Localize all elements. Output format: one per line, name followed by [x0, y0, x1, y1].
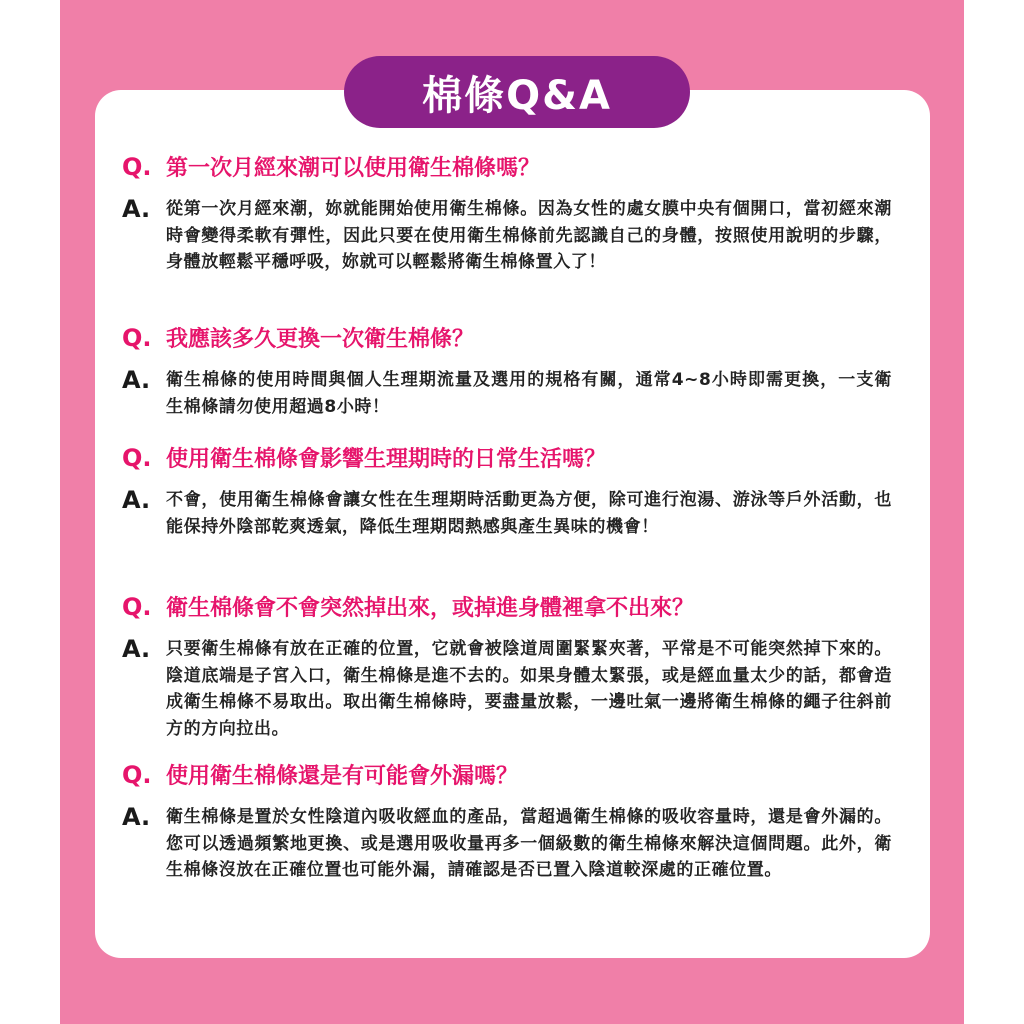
answer-2	[122, 367, 892, 420]
question-mark: Q.	[122, 444, 152, 472]
answer-text: 衛生棉條是置於女性陰道內吸收經血的產品，當超過衛生棉條的吸收容量時，還是會外漏的。您可以透過頻繁地更換、或是選用吸收量再多一個級數的衛生棉條來解決這個問題。此外，衛生棉條沒放在正確位置也可能外漏，請確認是否已置入陰道較深處的正確位置。	[166, 807, 892, 880]
page-title-text: 棉條Q&A	[422, 72, 612, 119]
qa-item-4	[122, 592, 892, 742]
answer-text: 不會，使用衛生棉條會讓女性在生理期時活動更為方便，除可進行泡湯、游泳等戶外活動，也能保持外陰部乾爽透氣，降低生理期悶熱感與產生異味的機會！	[166, 490, 892, 537]
question-3	[122, 443, 892, 475]
qa-item-2	[122, 323, 892, 420]
question-1	[122, 152, 892, 184]
question-text: 衛生棉條會不會突然掉出來，或掉進身體裡拿不出來？	[166, 596, 695, 621]
answer-4	[122, 636, 892, 742]
question-mark: Q.	[122, 324, 152, 352]
answer-5	[122, 804, 892, 884]
answer-mark: A.	[122, 195, 151, 223]
answer-mark: A.	[122, 486, 151, 514]
question-2	[122, 323, 892, 355]
answer-mark: A.	[122, 803, 151, 831]
answer-text: 衛生棉條的使用時間與個人生理期流量及選用的規格有關，通常4~8小時即需更換，一支衛生棉條請勿使用超過8小時！	[166, 370, 892, 417]
question-mark: Q.	[122, 761, 152, 789]
answer-text: 只要衛生棉條有放在正確的位置，它就會被陰道周圍緊緊夾著，平常是不可能突然掉下來的。陰道底端是子宮入口，衛生棉條是進不去的。如果身體太緊張，或是經血量太少的話，都會造成衛生棉條不易取出。取出衛生棉條時，要盡量放鬆，一邊吐氣一邊將衛生棉條的繩子往斜前方的方向拉出。	[166, 639, 892, 739]
page-title	[344, 56, 690, 128]
question-text: 我應該多久更換一次衛生棉條？	[166, 327, 475, 352]
question-4	[122, 592, 892, 624]
qa-item-3	[122, 443, 892, 540]
answer-text: 從第一次月經來潮，妳就能開始使用衛生棉條。因為女性的處女膜中央有個開口，當初經來潮時會變得柔軟有彈性，因此只要在使用衛生棉條前先認識自己的身體，按照使用說明的步驟，身體放輕鬆平穩呼吸，妳就可以輕鬆將衛生棉條置入了！	[166, 199, 892, 272]
qa-item-1	[122, 152, 892, 276]
question-text: 使用衛生棉條還是有可能會外漏嗎？	[166, 764, 519, 789]
answer-mark: A.	[122, 366, 151, 394]
question-mark: Q.	[122, 593, 152, 621]
question-mark: Q.	[122, 153, 152, 181]
answer-1	[122, 196, 892, 276]
qa-item-5	[122, 760, 892, 884]
question-5	[122, 760, 892, 792]
question-text: 使用衛生棉條會影響生理期時的日常生活嗎？	[166, 447, 607, 472]
question-text: 第一次月經來潮可以使用衛生棉條嗎？	[166, 156, 541, 181]
answer-3	[122, 487, 892, 540]
answer-mark: A.	[122, 635, 151, 663]
